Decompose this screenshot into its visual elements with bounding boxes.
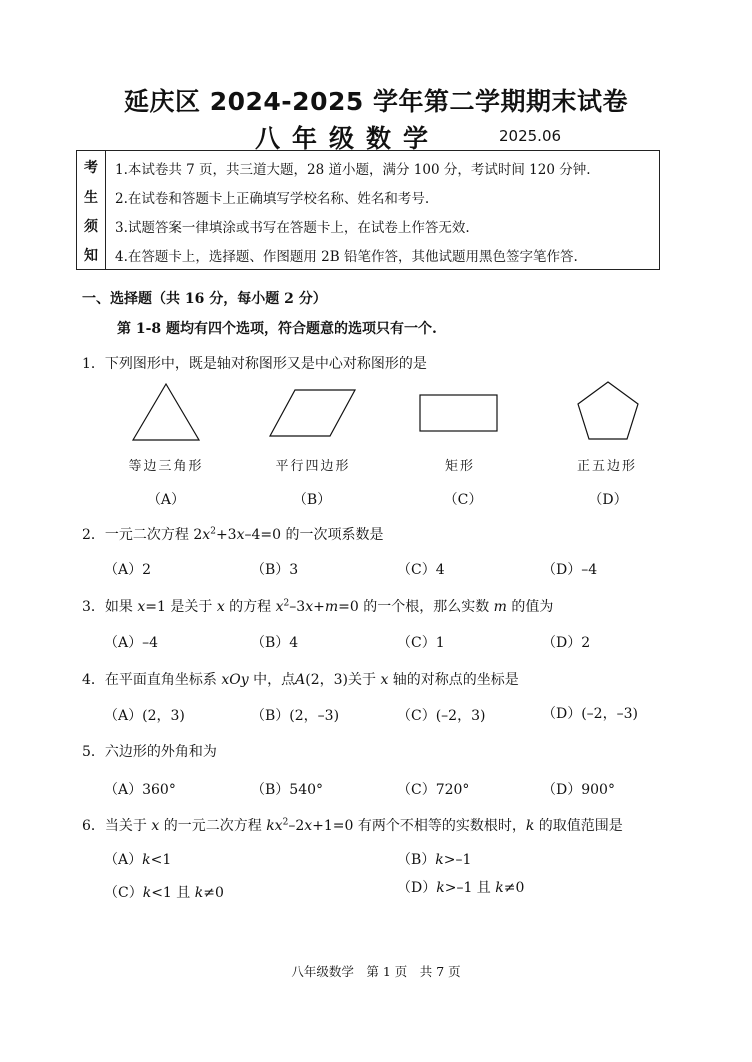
exam-date: 2025.06 [499, 127, 562, 145]
option-letter: （A） [146, 492, 186, 508]
q4-option-b: （B）(2，–3) [251, 708, 340, 724]
option-letter: （C） [443, 492, 483, 508]
question-6-text: 6．当关于 x 的一元二次方程 $kx^2-2x+1=0$ 有两个不相等的实数根时，k 的取值范围是 [82, 817, 623, 834]
q2-option-c: （C）4 [397, 562, 445, 578]
shape-label: 矩形 [444, 459, 475, 474]
q6-option-b: （B）k>–1 [397, 852, 472, 868]
q3-option-b: （B）4 [251, 635, 299, 651]
q4-option-d: （D）(–2，–3) [542, 706, 638, 722]
q3-option-c: （C）1 [397, 635, 445, 651]
section-instruction: 第 1-8 题均有四个选项，符合题意的选项只有一个. [117, 321, 437, 337]
q3-option-a: （A）–4 [104, 635, 159, 651]
q6-option-c: （C）k<1 且 k≠0 [104, 885, 224, 901]
notice-side-char: 考 [84, 160, 98, 176]
q5-option-d: （D）900° [542, 782, 615, 798]
shape-label: 正五边形 [576, 459, 637, 474]
q5-option-b: （B）540° [251, 782, 324, 798]
notice-side-label [77, 151, 106, 269]
shape-label: 平行四边形 [275, 459, 351, 474]
q4-option-a: （A）(2，3) [104, 708, 185, 724]
page-footer: 八年级数学 第 1 页 共 7 页 [291, 964, 461, 979]
notice-line: 4.在答题卡上，选择题、作图题用 2B 铅笔作答，其他试题用黑色签字笔作答. [115, 249, 578, 265]
notice-side-char: 生 [84, 190, 98, 206]
option-letter: （D） [588, 492, 628, 508]
shape-label: 等边三角形 [128, 459, 204, 474]
notice-box [76, 150, 660, 270]
question-4-text: 4．在平面直角坐标系 xOy 中，点A(2，3)关于 x 轴的对称点的坐标是 [82, 672, 519, 688]
question-3-text: 3．如果 x=1 是关于 x 的方程 $x^2-3x+m=0$ 的一个根，那么实数 m 的值为 [82, 598, 554, 615]
exam-subtitle: 八年级数学 [255, 124, 441, 153]
section-heading: 一、选择题（共 16 分，每小题 2 分） [82, 291, 327, 307]
rectangle-icon [420, 395, 497, 431]
q6-option-a: （A）k<1 [104, 852, 172, 868]
q1-shapes [120, 378, 660, 448]
equilateral-triangle-icon [133, 384, 199, 440]
q5-option-c: （C）720° [397, 782, 470, 798]
question-2-text: 2．一元二次方程 $2x^2+3x-4=0$ 的一次项系数是 [82, 526, 384, 543]
q4-option-c: （C）(–2，3) [397, 708, 486, 724]
q2-option-a: （A）2 [104, 562, 152, 578]
q2-option-b: （B）3 [251, 562, 299, 578]
q6-option-d: （D）k>–1 且 k≠0 [397, 880, 525, 896]
notice-line: 2.在试卷和答题卡上正确填写学校名称、姓名和考号. [115, 191, 430, 207]
q2-option-d: （D）–4 [542, 562, 598, 578]
q5-option-a: （A）360° [104, 782, 176, 798]
parallelogram-icon [270, 390, 355, 436]
exam-title: 延庆区 2024-2025 学年第二学期期末试卷 [124, 87, 628, 116]
notice-side-char: 知 [84, 248, 98, 264]
question-5-text: 5．六边形的外角和为 [82, 744, 217, 760]
notice-line: 3.试题答案一律填涂或书写在答题卡上，在试卷上作答无效. [115, 220, 470, 236]
notice-line: 1.本试卷共 7 页，共三道大题，28 道小题，满分 100 分，考试时间 120 分钟. [115, 162, 591, 178]
notice-side-char: 须 [84, 219, 98, 235]
regular-pentagon-icon [578, 382, 638, 439]
question-1-text: 1．下列图形中，既是轴对称图形又是中心对称图形的是 [82, 356, 427, 372]
q3-option-d: （D）2 [542, 635, 591, 651]
option-letter: （B） [292, 492, 332, 508]
